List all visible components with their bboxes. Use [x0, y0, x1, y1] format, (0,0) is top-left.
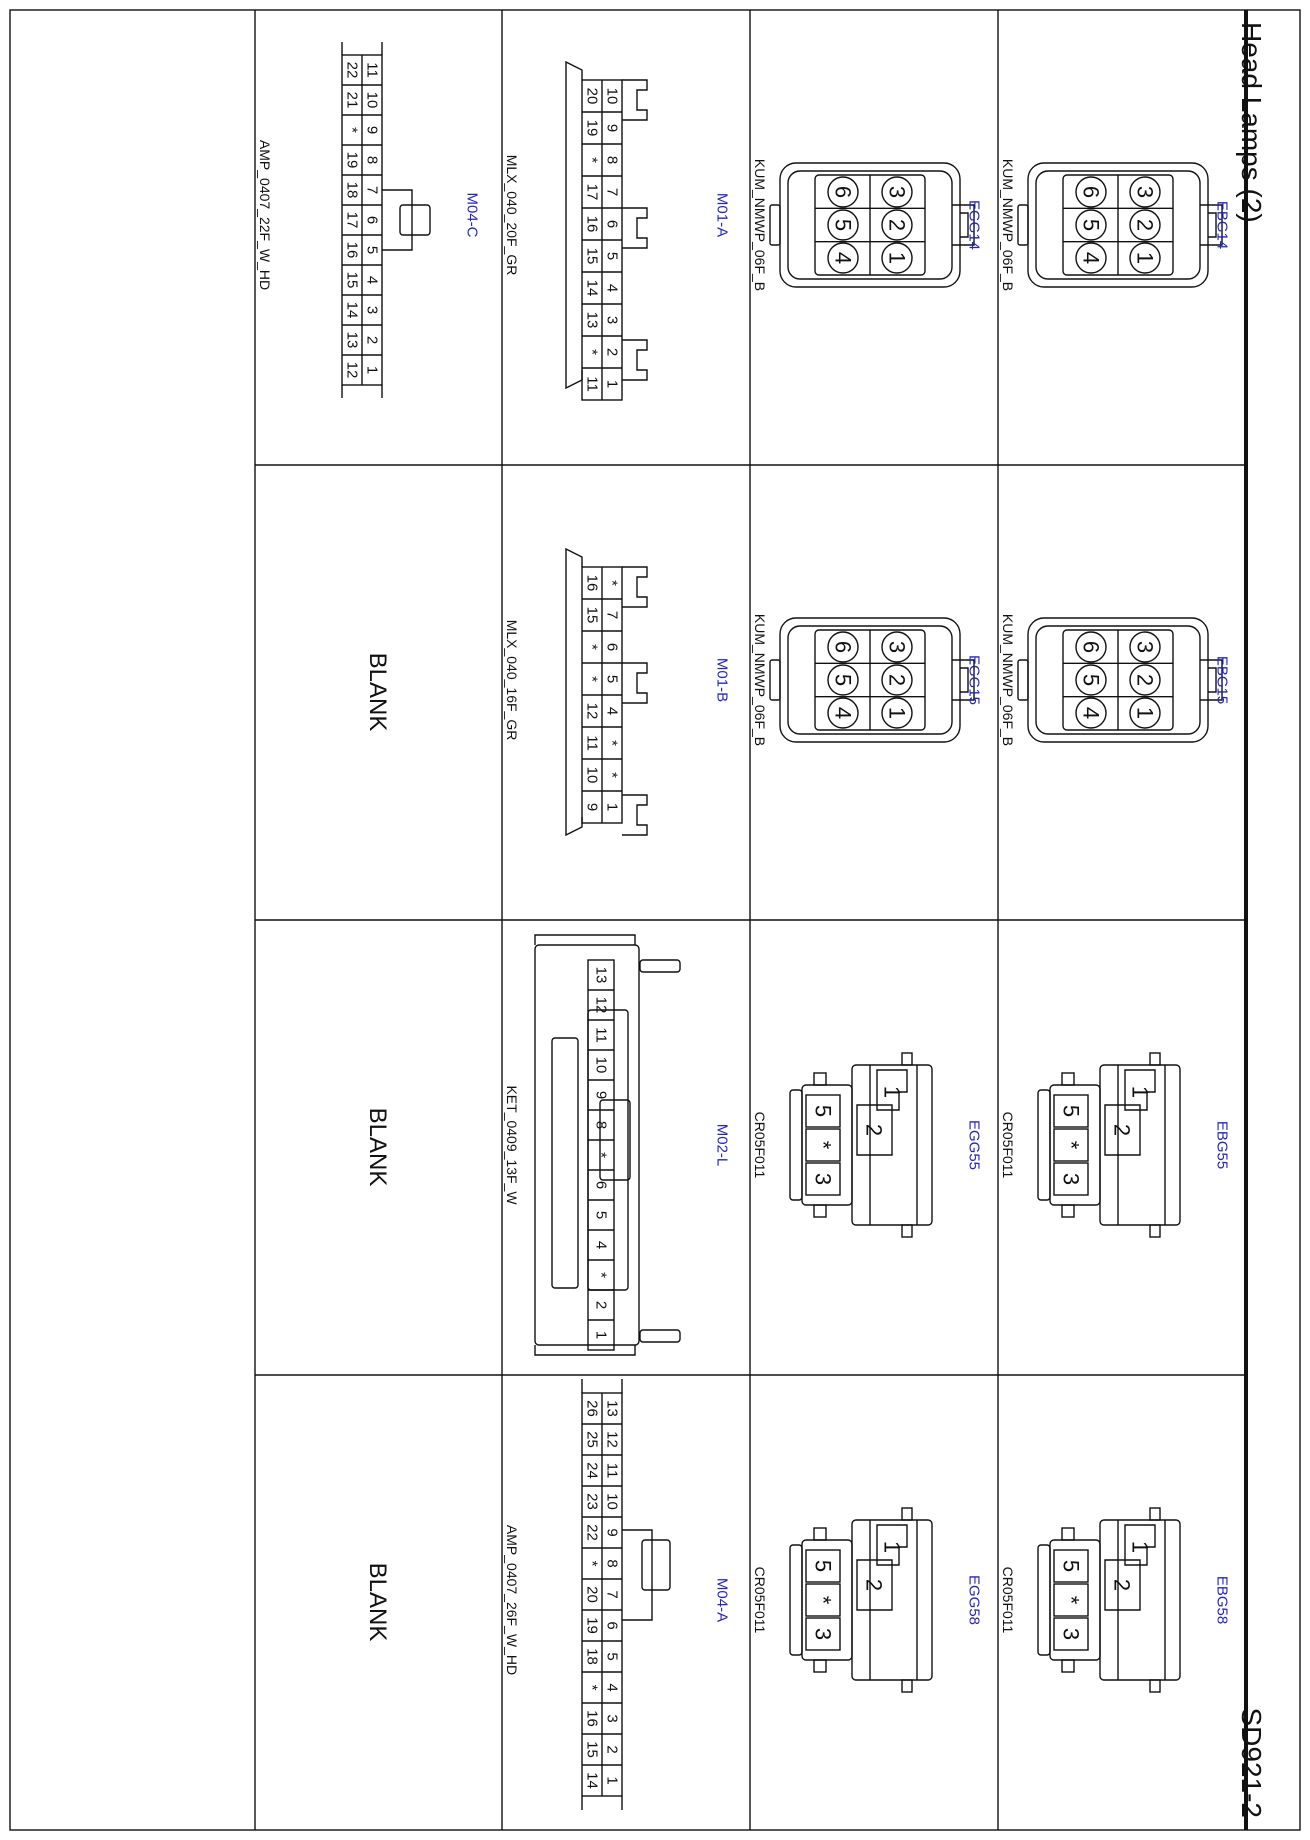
pin-label: 6: [1078, 185, 1104, 199]
connector-ebg15: [1000, 614, 1231, 746]
sheet-frame: [10, 10, 1300, 1830]
connector-id: EBG58: [1213, 1575, 1231, 1625]
connector-part-number: MLX_040_20F_GR: [504, 154, 520, 276]
latch: [622, 80, 647, 120]
connector-part-number: KUM_NMWP_06F_B: [1000, 158, 1016, 292]
pin-label: 10: [603, 87, 621, 105]
pin-label: 10: [592, 1056, 610, 1074]
pin-label: 17: [343, 211, 361, 229]
connector-id: EBG55: [1213, 1120, 1231, 1170]
outline-rect: [535, 945, 639, 1345]
pin-label: 6: [363, 215, 381, 225]
pin-label: 12: [583, 702, 601, 720]
pin-label: 13: [592, 966, 610, 984]
pin-label: *: [603, 740, 621, 746]
pin-label: 15: [583, 606, 601, 624]
pin-label: *: [583, 1560, 601, 1567]
pin-label: 9: [363, 125, 381, 135]
outline-rect: [640, 1330, 680, 1342]
pin-grid: [582, 80, 622, 400]
pin-label: 3: [603, 315, 621, 325]
pin-label: *: [603, 580, 621, 586]
pin-label: 2: [861, 1578, 887, 1592]
pin-label: 19: [343, 151, 361, 169]
pin-label: 1: [879, 1540, 905, 1554]
connector-ebg55: [1000, 1053, 1231, 1237]
pin-label: 16: [583, 574, 601, 592]
pin-label: 1: [884, 251, 910, 265]
latch: [382, 190, 412, 250]
page-code: SD921-2: [1236, 1707, 1267, 1818]
pin-label: 15: [343, 271, 361, 289]
latch: [622, 663, 647, 703]
outline-rect: [902, 1225, 912, 1237]
pin-label: 11: [592, 1027, 610, 1043]
pin-label: 2: [884, 673, 910, 687]
pin-label: 5: [603, 674, 621, 684]
pin-label: 10: [363, 91, 381, 109]
connector-part-number: AMP_0407_26F_W_HD: [504, 1524, 520, 1676]
pin-label: 12: [343, 361, 361, 379]
pin-label: 4: [363, 275, 381, 285]
pin-label: *: [583, 157, 601, 163]
connector-egg58: [752, 1508, 983, 1692]
pin-label: 10: [603, 1493, 621, 1510]
connector-ebg58: [1000, 1508, 1231, 1692]
pin-label: 1: [603, 379, 621, 389]
connector-part-number: KET_0409_13F_W: [504, 1085, 520, 1205]
outline-rect: [814, 1073, 826, 1085]
pin-label: 19: [583, 119, 601, 137]
pin-label: *: [603, 772, 621, 778]
pin-label: *: [810, 1595, 836, 1605]
connector-part-number: CR05F011: [752, 1111, 768, 1179]
connector-part-number: KUM_NMWP_06F_B: [1000, 613, 1016, 747]
outline-rect: [902, 1053, 912, 1065]
pin-label: 5: [603, 1652, 621, 1661]
pin-label: 6: [603, 642, 621, 652]
pin-label: 2: [1109, 1578, 1135, 1592]
pin-label: 23: [583, 1493, 601, 1510]
pin-label: *: [343, 127, 361, 133]
connector-part-number: CR05F011: [1000, 1566, 1016, 1634]
pin-label: 1: [879, 1085, 905, 1099]
pin-label: 4: [592, 1240, 610, 1250]
pin-label: 1: [363, 365, 381, 375]
outline-rect: [770, 205, 780, 245]
page-title: Head Lamps (2): [1236, 22, 1267, 223]
pin-label: 6: [592, 1180, 610, 1190]
connector-m01-b: [504, 549, 731, 835]
pin-label: 1: [592, 1330, 610, 1340]
outline-rect: [902, 1680, 912, 1692]
outline-rect: [552, 1038, 578, 1288]
connector-part-number: KUM_NMWP_06F_B: [752, 613, 768, 747]
connector-id: EGG14: [965, 199, 983, 251]
connector-id: EGG58: [965, 1574, 983, 1626]
pin-label: 3: [810, 1172, 836, 1186]
outline-rect: [1150, 1225, 1160, 1237]
pin-label: 7: [603, 187, 621, 197]
pin-label: 11: [363, 62, 381, 78]
outline-rect: [1062, 1205, 1074, 1217]
pin-label: 2: [592, 1300, 610, 1310]
pin-label: 2: [861, 1123, 887, 1137]
pin-label: 6: [830, 185, 856, 199]
pin-label: 4: [603, 1683, 621, 1692]
connector-id: EBG14: [1213, 200, 1231, 250]
outline-rect: [902, 1508, 912, 1520]
blank-label: BLANK: [364, 652, 391, 732]
pin-label: 17: [583, 183, 601, 201]
connector-part-number: AMP_0407_22F_W_HD: [257, 139, 273, 291]
pin-label: 5: [830, 218, 856, 232]
pin-label: 1: [1132, 706, 1158, 720]
outline-rect: [1150, 1053, 1160, 1065]
pin-label: 1: [1127, 1085, 1153, 1099]
pin-label: 15: [583, 1741, 601, 1758]
pin-label: 14: [343, 301, 361, 319]
pin-label: 16: [343, 241, 361, 259]
outline-rect: [1150, 1508, 1160, 1520]
pin-label: 20: [583, 87, 601, 105]
pin-label: *: [583, 644, 601, 650]
pin-label: 12: [592, 996, 610, 1014]
pin-label: 2: [1132, 218, 1158, 232]
pin-label: 3: [884, 185, 910, 199]
pin-label: 5: [1078, 673, 1104, 687]
pin-label: 2: [603, 1745, 621, 1754]
outline-rect: [1038, 1545, 1050, 1655]
pin-grid: [342, 55, 382, 385]
outline-rect: [1150, 1680, 1160, 1692]
pin-label: 16: [583, 215, 601, 233]
pin-label: 11: [603, 1462, 621, 1479]
pin-label: 8: [363, 155, 381, 165]
pin-label: 4: [1078, 251, 1104, 265]
pin-label: 5: [1078, 218, 1104, 232]
pin-label: 18: [343, 181, 361, 199]
pin-label: 11: [583, 735, 601, 751]
pin-label: 6: [603, 1621, 621, 1630]
pin-label: 8: [603, 155, 621, 165]
pin-label: *: [1058, 1140, 1084, 1150]
pin-label: 4: [830, 251, 856, 265]
pin-label: 1: [603, 802, 621, 812]
pin-label: 22: [583, 1524, 601, 1541]
pin-label: 3: [884, 640, 910, 654]
pin-label: 5: [1058, 1559, 1084, 1573]
outline-rect: [1062, 1528, 1074, 1540]
latch: [622, 340, 647, 380]
pin-label: 6: [830, 640, 856, 654]
pin-label: 2: [603, 347, 621, 357]
pin-label: 14: [583, 279, 601, 297]
pin-label: 3: [603, 1714, 621, 1723]
latch: [622, 795, 647, 835]
pin-label: 7: [363, 185, 381, 195]
connector-part-number: CR05F011: [752, 1566, 768, 1634]
pin-label: 11: [583, 376, 601, 392]
pin-label: 8: [603, 1559, 621, 1568]
pin-label: *: [592, 1152, 610, 1158]
pin-label: 4: [603, 283, 621, 293]
pin-label: 5: [810, 1559, 836, 1573]
pin-label: 13: [583, 311, 601, 329]
connector-m02-l: [504, 935, 731, 1355]
latch: [622, 208, 647, 248]
housing-edge: [566, 549, 582, 835]
pin-label: 3: [363, 305, 381, 315]
pin-grid: [582, 567, 622, 823]
pin-label: 5: [1058, 1104, 1084, 1118]
pin-label: 19: [583, 1617, 601, 1634]
pin-grid: [582, 1393, 622, 1796]
pin-label: 7: [603, 610, 621, 620]
pin-label: 21: [343, 91, 361, 109]
outline-rect: [1062, 1073, 1074, 1085]
connector-id: EBG15: [1213, 655, 1231, 705]
pin-label: 3: [1132, 185, 1158, 199]
connector-id: M04-C: [463, 192, 481, 238]
connector-id: EGG55: [965, 1119, 983, 1171]
connector-part-number: CR05F011: [1000, 1111, 1016, 1179]
pin-label: 1: [1132, 251, 1158, 265]
pin-label: 26: [583, 1400, 601, 1417]
pin-label: 9: [583, 802, 601, 812]
pin-label: 12: [603, 1431, 621, 1448]
outline-rect: [1018, 205, 1028, 245]
housing-edge: [566, 62, 582, 388]
outline-rect: [400, 205, 430, 235]
latch: [622, 1530, 652, 1620]
pin-label: 10: [583, 766, 601, 784]
outline-rect: [640, 960, 680, 972]
pin-label: 13: [603, 1400, 621, 1417]
pin-label: 13: [343, 331, 361, 349]
pin-label: 20: [583, 1586, 601, 1603]
blank-label: BLANK: [364, 1562, 391, 1642]
pin-label: 5: [592, 1210, 610, 1220]
latch: [622, 567, 647, 607]
pin-label: 2: [363, 335, 381, 345]
connector-id: M02-L: [713, 1123, 731, 1167]
connector-id: M01-B: [713, 657, 731, 703]
pin-label: 3: [1058, 1172, 1084, 1186]
pin-label: 7: [603, 1590, 621, 1599]
pin-label: 5: [810, 1104, 836, 1118]
connector-id: EGG15: [965, 654, 983, 706]
connector-part-number: MLX_040_16F_GR: [504, 619, 520, 741]
outline-rect: [790, 1545, 802, 1655]
outline-rect: [1062, 1660, 1074, 1672]
pin-label: 5: [830, 673, 856, 687]
pin-label: 3: [1132, 640, 1158, 654]
pin-label: *: [583, 349, 601, 355]
outline-rect: [1038, 1090, 1050, 1200]
pin-label: 1: [884, 706, 910, 720]
outline-rect: [770, 660, 780, 700]
connector-id: M01-A: [713, 192, 731, 238]
pin-label: 5: [603, 251, 621, 261]
outline-rect: [642, 1540, 670, 1590]
pin-label: 5: [363, 245, 381, 255]
pin-label: 6: [1078, 640, 1104, 654]
pin-label: 3: [1058, 1627, 1084, 1641]
pin-label: 25: [583, 1431, 601, 1448]
outline-rect: [814, 1205, 826, 1217]
pin-label: 22: [343, 61, 361, 79]
pin-label: 6: [603, 219, 621, 229]
pin-label: 24: [583, 1462, 601, 1479]
pin-label: 2: [884, 218, 910, 232]
pin-label: 9: [603, 123, 621, 133]
connector-ebg14: [1000, 159, 1231, 291]
pin-label: 2: [1109, 1123, 1135, 1137]
pin-label: 16: [583, 1710, 601, 1727]
blank-label: BLANK: [364, 1107, 391, 1187]
connector-id: M04-A: [713, 1577, 731, 1623]
housing-edge: [535, 935, 635, 1355]
pin-label: *: [810, 1140, 836, 1150]
pin-label: 1: [603, 1776, 621, 1785]
connector-egg55: [752, 1053, 983, 1237]
pin-label: 4: [830, 706, 856, 720]
pin-label: 4: [603, 706, 621, 716]
pin-label: 9: [603, 1528, 621, 1537]
connector-egg14: [752, 159, 983, 291]
pin-label: 15: [583, 247, 601, 265]
pin-label: *: [592, 1272, 610, 1278]
pin-label: 8: [592, 1120, 610, 1130]
pin-label: 4: [1078, 706, 1104, 720]
pin-label: 1: [1127, 1540, 1153, 1554]
pin-label: *: [583, 1684, 601, 1691]
pin-label: 2: [1132, 673, 1158, 687]
outline-rect: [814, 1660, 826, 1672]
connector-egg15: [752, 614, 983, 746]
outline-rect: [790, 1090, 802, 1200]
outline-rect: [1018, 660, 1028, 700]
outline-rect: [814, 1528, 826, 1540]
pin-label: 9: [592, 1090, 610, 1100]
pin-label: *: [1058, 1595, 1084, 1605]
pin-label: *: [583, 676, 601, 682]
connector-part-number: KUM_NMWP_06F_B: [752, 158, 768, 292]
pin-label: 3: [810, 1627, 836, 1641]
pin-label: 14: [583, 1772, 601, 1789]
pin-label: 18: [583, 1648, 601, 1665]
